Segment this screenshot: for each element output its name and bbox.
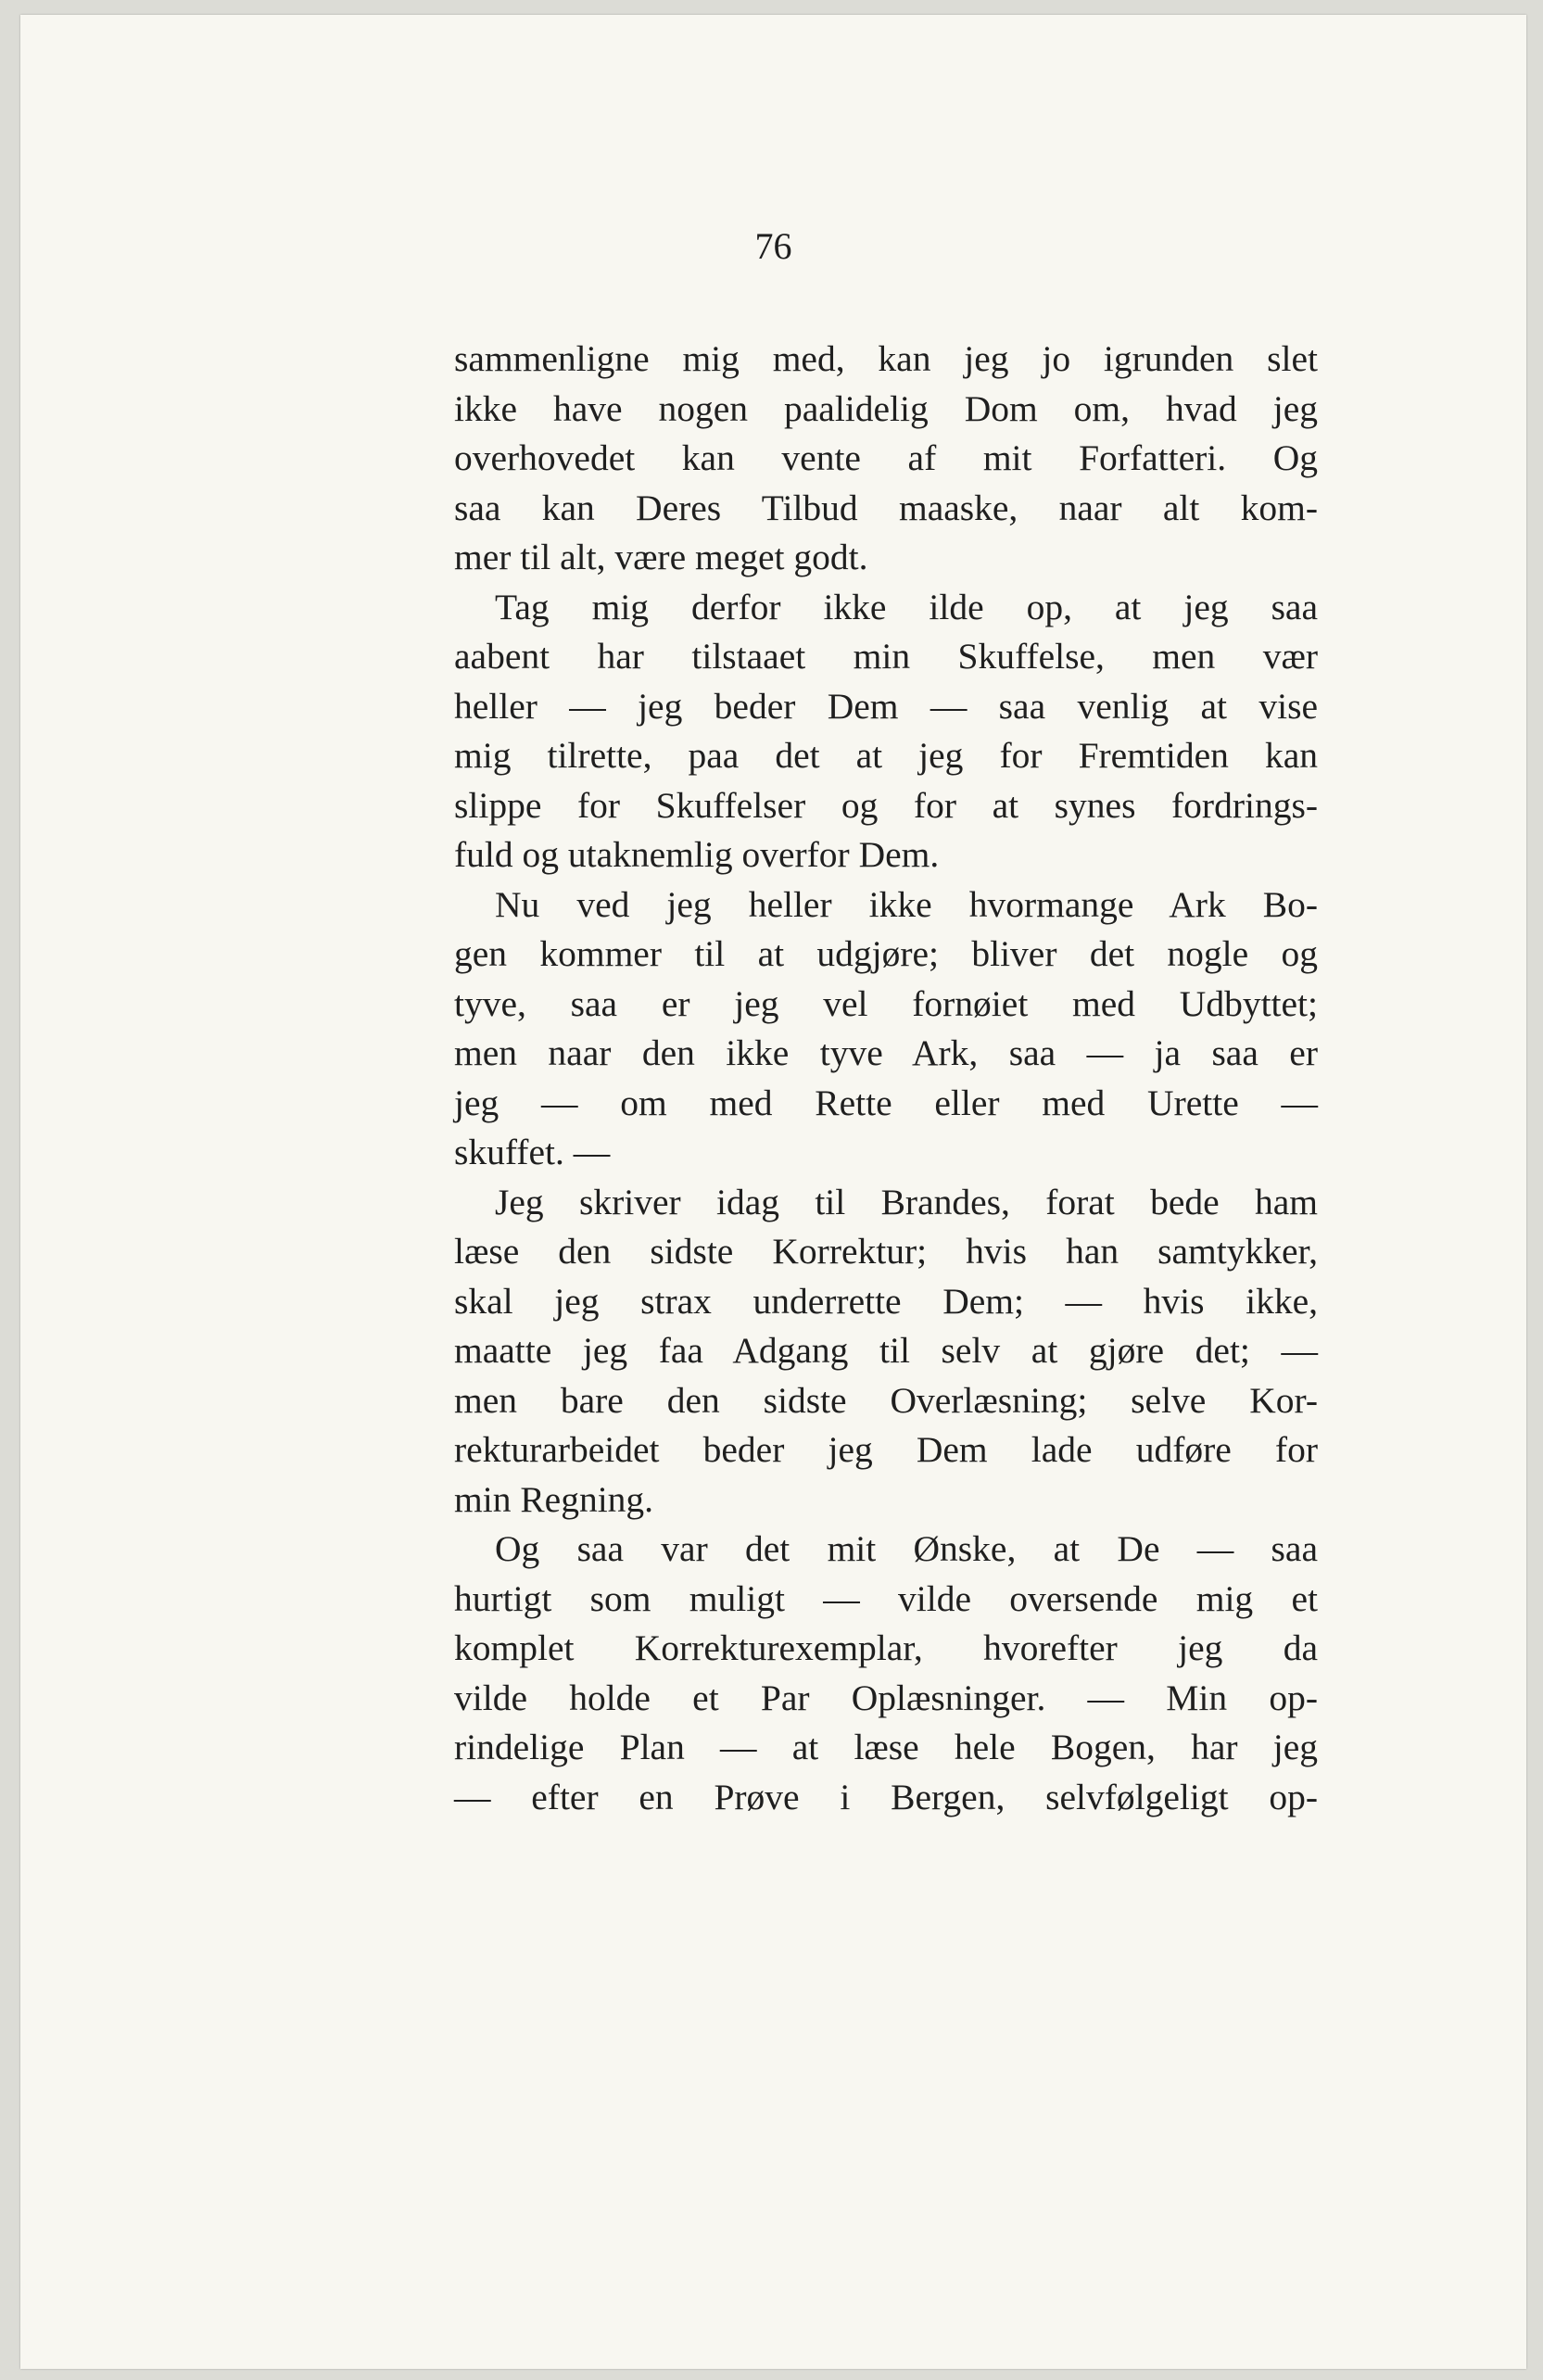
text-line: skuffet. — bbox=[454, 1132, 611, 1172]
text-line: heller — jeg beder Dem — saa venlig at vise bbox=[454, 685, 1318, 727]
text-line: rindelige Plan — at læse hele Bogen, har jeg bbox=[454, 1727, 1318, 1767]
paragraph bbox=[454, 583, 1318, 880]
page-number: 76 bbox=[754, 225, 792, 267]
text-line: skal jeg strax underrette Dem; — hvis ikke, bbox=[454, 1280, 1318, 1322]
text-line: overhovedet kan vente af mit Forfatteri. Og bbox=[454, 437, 1318, 478]
text-line: men naar den ikke tyve Ark, saa — ja saa er bbox=[454, 1032, 1318, 1073]
text-line: min Regning. bbox=[454, 1478, 654, 1520]
text-line: Nu ved jeg heller ikke hvormange Ark Bo- bbox=[495, 883, 1318, 925]
text-line: fuld og utaknemlig overfor Dem. bbox=[454, 834, 940, 875]
paragraph bbox=[454, 880, 1318, 1178]
text-line: hurtigt som muligt — vilde oversende mig et bbox=[454, 1577, 1318, 1619]
text-line: slippe for Skuffelser og for at synes fordrings- bbox=[454, 784, 1318, 826]
text-line: Og saa var det mit Ønske, at De — saa bbox=[495, 1528, 1318, 1569]
text-line: vilde holde et Par Oplæsninger. — Min op- bbox=[454, 1677, 1318, 1718]
paragraph bbox=[454, 1525, 1318, 1822]
text-line: mig tilrette, paa det at jeg for Fremtiden kan bbox=[454, 735, 1318, 776]
text-line: — efter en Prøve i Bergen, selvfølgeligt op- bbox=[454, 1776, 1318, 1817]
document-page bbox=[20, 15, 1526, 2369]
text-line: sammenligne mig med, kan jeg jo igrunden slet bbox=[454, 338, 1318, 379]
body-text bbox=[454, 335, 1318, 1822]
text-line: rekturarbeidet beder jeg Dem lade udføre for bbox=[454, 1429, 1318, 1470]
text-line: mer til alt, være meget godt. bbox=[454, 537, 868, 577]
paragraph bbox=[454, 335, 1318, 583]
paragraph bbox=[454, 1178, 1318, 1525]
text-line: Tag mig derfor ikke ilde op, at jeg saa bbox=[495, 586, 1318, 627]
text-line: jeg — om med Rette eller med Urette — bbox=[454, 1082, 1318, 1123]
text-line: aabent har tilstaaet min Skuffelse, men vær bbox=[454, 636, 1318, 677]
text-line: saa kan Deres Tilbud maaske, naar alt kom- bbox=[454, 487, 1318, 528]
text-line: læse den sidste Korrektur; hvis han samtykker, bbox=[454, 1231, 1318, 1272]
text-line: komplet Korrekturexemplar, hvorefter jeg da bbox=[454, 1627, 1318, 1668]
text-line: ikke have nogen paalidelig Dom om, hvad jeg bbox=[454, 387, 1318, 429]
text-line: gen kommer til at udgjøre; bliver det nogle og bbox=[454, 933, 1318, 974]
text-line: maatte jeg faa Adgang til selv at gjøre det; — bbox=[454, 1330, 1318, 1371]
text-line: Jeg skriver idag til Brandes, forat bede ham bbox=[495, 1181, 1318, 1222]
text-line: tyve, saa er jeg vel fornøiet med Udbyttet; bbox=[454, 982, 1318, 1024]
text-line: men bare den sidste Overlæsning; selve Kor- bbox=[454, 1379, 1318, 1421]
